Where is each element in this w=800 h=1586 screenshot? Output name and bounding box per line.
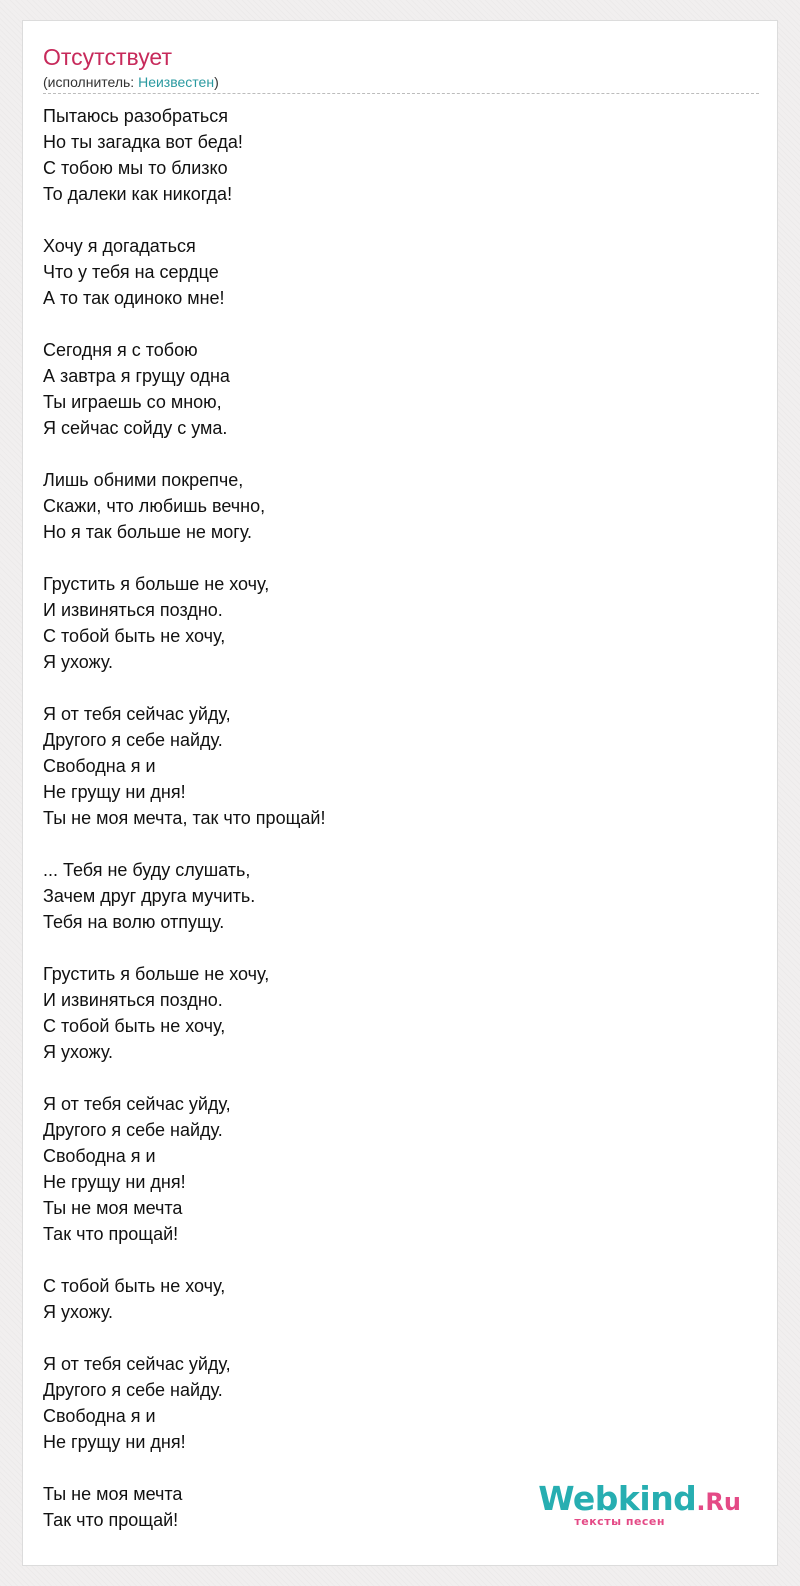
- lyrics-body: [43, 103, 743, 1559]
- lyrics-line: Грустить я больше не хочу,: [43, 574, 270, 594]
- lyrics-line: Хочу я догадаться: [43, 236, 196, 256]
- lyrics-line: Скажи, что любишь вечно,: [43, 496, 266, 516]
- logo-subtitle: тексты песен: [574, 1515, 665, 1528]
- lyrics-line: А завтра я грущу одна: [43, 366, 230, 386]
- lyrics-line: С тобой быть не хочу,: [43, 626, 226, 646]
- lyrics-line: Не грущу ни дня!: [43, 1172, 186, 1192]
- lyrics-line: Зачем друг друга мучить.: [43, 886, 256, 906]
- lyrics-line: Так что прощай!: [43, 1224, 179, 1244]
- lyrics-line: С тобой быть не хочу,: [43, 1016, 226, 1036]
- lyrics-stanza: [43, 701, 743, 831]
- lyrics-stanza: [43, 233, 743, 311]
- song-title: Отсутствует: [43, 44, 172, 70]
- lyrics-line: Пытаюсь разобраться: [43, 106, 228, 126]
- lyrics-line: Свободна я и: [43, 756, 156, 776]
- site-logo[interactable]: [538, 1479, 741, 1539]
- lyrics-stanza: [43, 1091, 743, 1247]
- lyrics-line: А то так одиноко мне!: [43, 288, 225, 308]
- lyrics-stanza: [43, 961, 743, 1065]
- lyrics-stanza: [43, 103, 743, 207]
- artist-line: [43, 73, 219, 91]
- lyrics-line: Я от тебя сейчас уйду,: [43, 704, 231, 724]
- lyrics-stanza: [43, 571, 743, 675]
- lyrics-line: Я ухожу.: [43, 1302, 114, 1322]
- lyrics-stanza: [43, 1273, 743, 1325]
- artist-link[interactable]: Неизвестен: [138, 74, 215, 90]
- lyrics-line: И извиняться поздно.: [43, 600, 223, 620]
- lyrics-line: Я ухожу.: [43, 1042, 114, 1062]
- artist-suffix: ): [214, 74, 219, 90]
- logo-word: Webkind: [538, 1479, 697, 1518]
- lyrics-line: Грустить я больше не хочу,: [43, 964, 270, 984]
- lyrics-line: Другого я себе найду.: [43, 1380, 223, 1400]
- lyrics-line: Я от тебя сейчас уйду,: [43, 1354, 231, 1374]
- artist-prefix: (исполнитель:: [43, 74, 139, 90]
- header-divider: [43, 93, 759, 94]
- lyrics-line: Ты играешь со мною,: [43, 392, 222, 412]
- lyrics-card: [22, 20, 778, 1566]
- lyrics-line: ... Тебя не буду слушать,: [43, 860, 251, 880]
- lyrics-line: Я ухожу.: [43, 652, 114, 672]
- lyrics-line: Свободна я и: [43, 1406, 156, 1426]
- lyrics-line: Другого я себе найду.: [43, 1120, 223, 1140]
- lyrics-line: С тобою мы то близко: [43, 158, 228, 178]
- lyrics-stanza: [43, 467, 743, 545]
- lyrics-stanza: [43, 1351, 743, 1455]
- lyrics-stanza: [43, 337, 743, 441]
- lyrics-line: Ты не моя мечта: [43, 1484, 183, 1504]
- logo-tld: .Ru: [696, 1488, 741, 1516]
- lyrics-line: Но ты загадка вот беда!: [43, 132, 243, 152]
- lyrics-line: Свободна я и: [43, 1146, 156, 1166]
- lyrics-line: Что у тебя на сердце: [43, 262, 219, 282]
- lyrics-line: Лишь обними покрепче,: [43, 470, 244, 490]
- lyrics-line: Другого я себе найду.: [43, 730, 223, 750]
- lyrics-line: Так что прощай!: [43, 1510, 179, 1530]
- lyrics-line: И извиняться поздно.: [43, 990, 223, 1010]
- lyrics-line: Ты не моя мечта: [43, 1198, 183, 1218]
- lyrics-line: С тобой быть не хочу,: [43, 1276, 226, 1296]
- lyrics-line: Я сейчас сойду с ума.: [43, 418, 228, 438]
- lyrics-stanza: [43, 857, 743, 935]
- lyrics-line: Не грущу ни дня!: [43, 1432, 186, 1452]
- lyrics-line: Тебя на волю отпущу.: [43, 912, 225, 932]
- lyrics-line: Ты не моя мечта, так что прощай!: [43, 808, 326, 828]
- lyrics-line: Но я так больше не могу.: [43, 522, 253, 542]
- lyrics-line: То далеки как никогда!: [43, 184, 233, 204]
- lyrics-line: Я от тебя сейчас уйду,: [43, 1094, 231, 1114]
- lyrics-line: Не грущу ни дня!: [43, 782, 186, 802]
- lyrics-line: Сегодня я с тобою: [43, 340, 198, 360]
